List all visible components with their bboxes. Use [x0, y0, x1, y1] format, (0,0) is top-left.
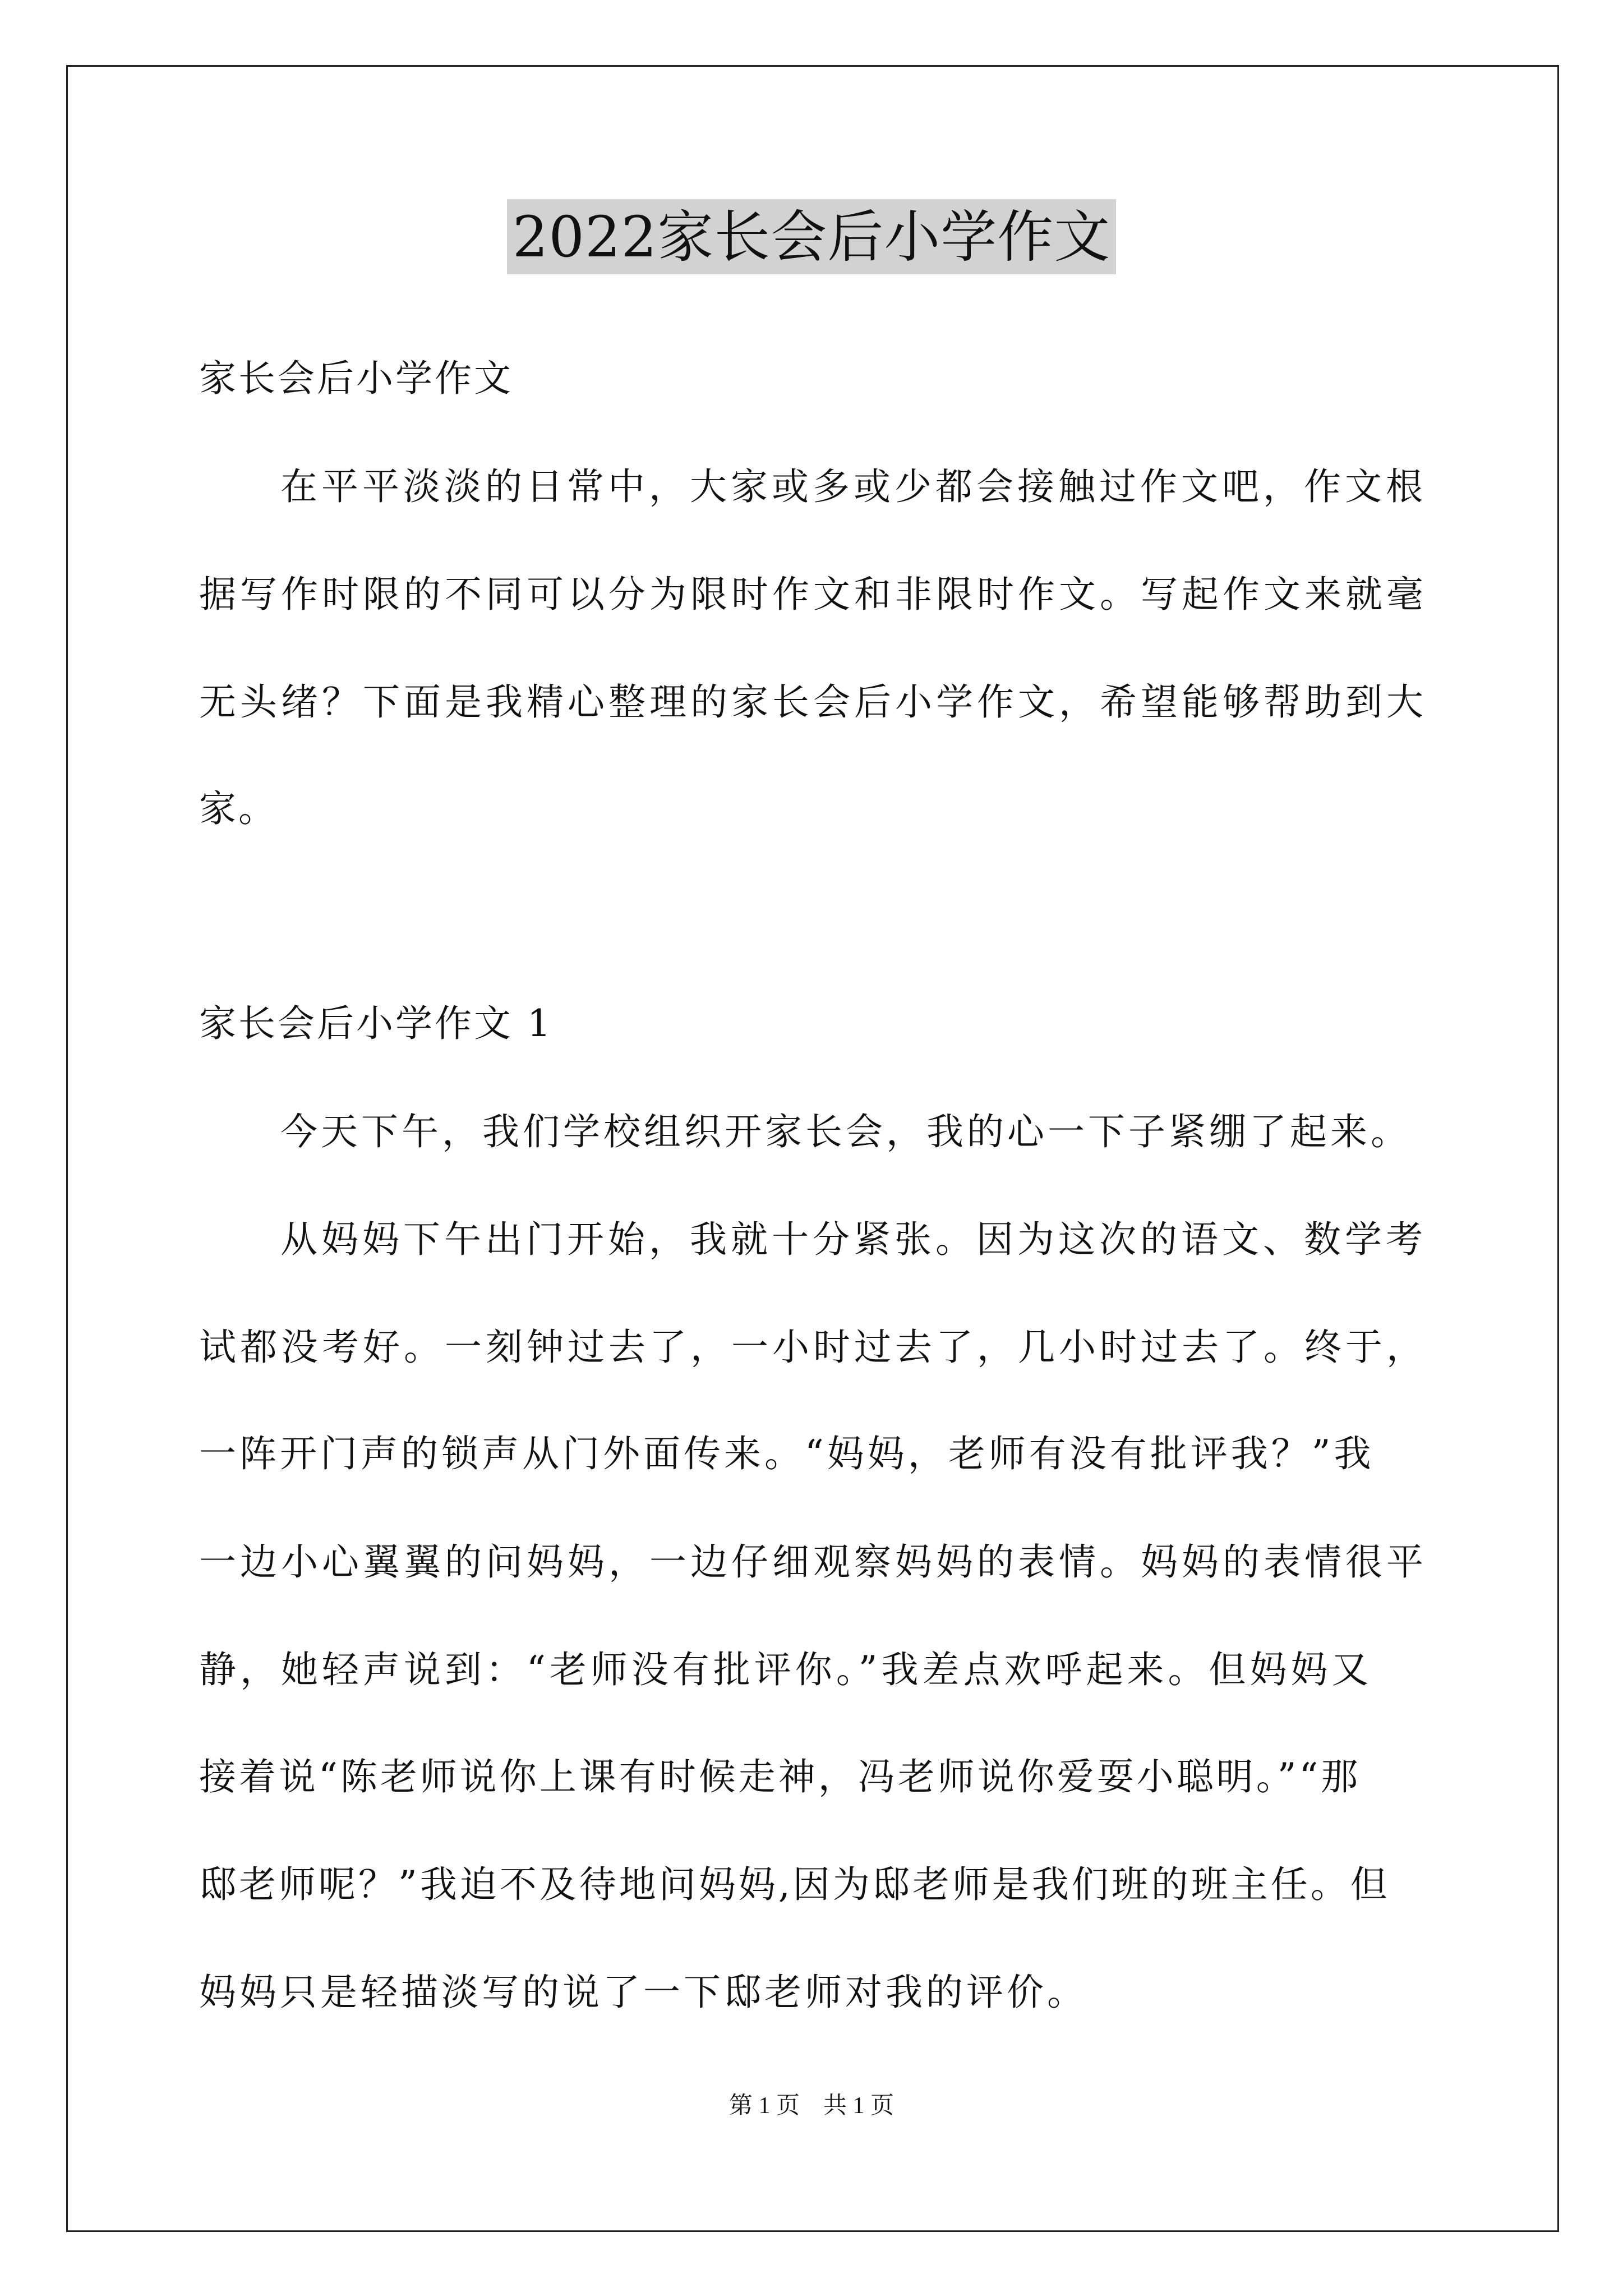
- intro-line-3: 无头绪？下面是我精心整理的家长会后小学作文，希望能够帮助到大: [199, 680, 1427, 724]
- intro-line-1: 在平平淡淡的日常中，大家或多或少都会接触过作文吧，作文根: [280, 465, 1427, 508]
- document-title: 2022家长会后小学作文: [507, 199, 1117, 274]
- paragraph-2-line-4: 一边小心翼翼的问妈妈，一边仔细观察妈妈的表情。妈妈的表情很平: [199, 1540, 1427, 1584]
- paragraph-2-line-3: 一阵开门声的锁声从门外面传来。“妈妈，老师有没有批评我？”我: [199, 1432, 1375, 1475]
- intro-line-4: 家。: [199, 787, 278, 830]
- document-subtitle: 家长会后小学作文: [199, 357, 513, 400]
- paragraph-2-line-8: 妈妈只是轻描淡写的说了一下邸老师对我的评价。: [199, 1971, 1087, 2014]
- paragraph-2-line-2: 试都没考好。一刻钟过去了，一小时过去了，几小时过去了。终于，: [199, 1326, 1427, 1369]
- intro-line-2: 据写作时限的不同可以分为限时作文和非限时作文。写起作文来就毫: [199, 573, 1427, 616]
- paragraph-2-line-7: 邸老师呢？”我迫不及待地问妈妈,因为邸老师是我们班的班主任。但: [199, 1863, 1390, 1906]
- paragraph-1: 今天下午，我们学校组织开家长会，我的心一下子紧绷了起来。: [280, 1110, 1411, 1153]
- title-container: [0, 199, 1623, 274]
- paragraph-2-line-5: 静，她轻声说到：“老师没有批评你。”我差点欢呼起来。但妈妈又: [199, 1648, 1373, 1691]
- page-footer: 第 1 页 共 1 页: [728, 2093, 894, 2119]
- section-heading: 家长会后小学作文 1: [199, 1002, 553, 1045]
- paragraph-2-line-1: 从妈妈下午出门开始，我就十分紧张。因为这次的语文、数学考: [280, 1218, 1427, 1261]
- paragraph-2-line-6: 接着说“陈老师说你上课有时候走神，冯老师说你爱耍小聪明。”“那: [199, 1755, 1361, 1798]
